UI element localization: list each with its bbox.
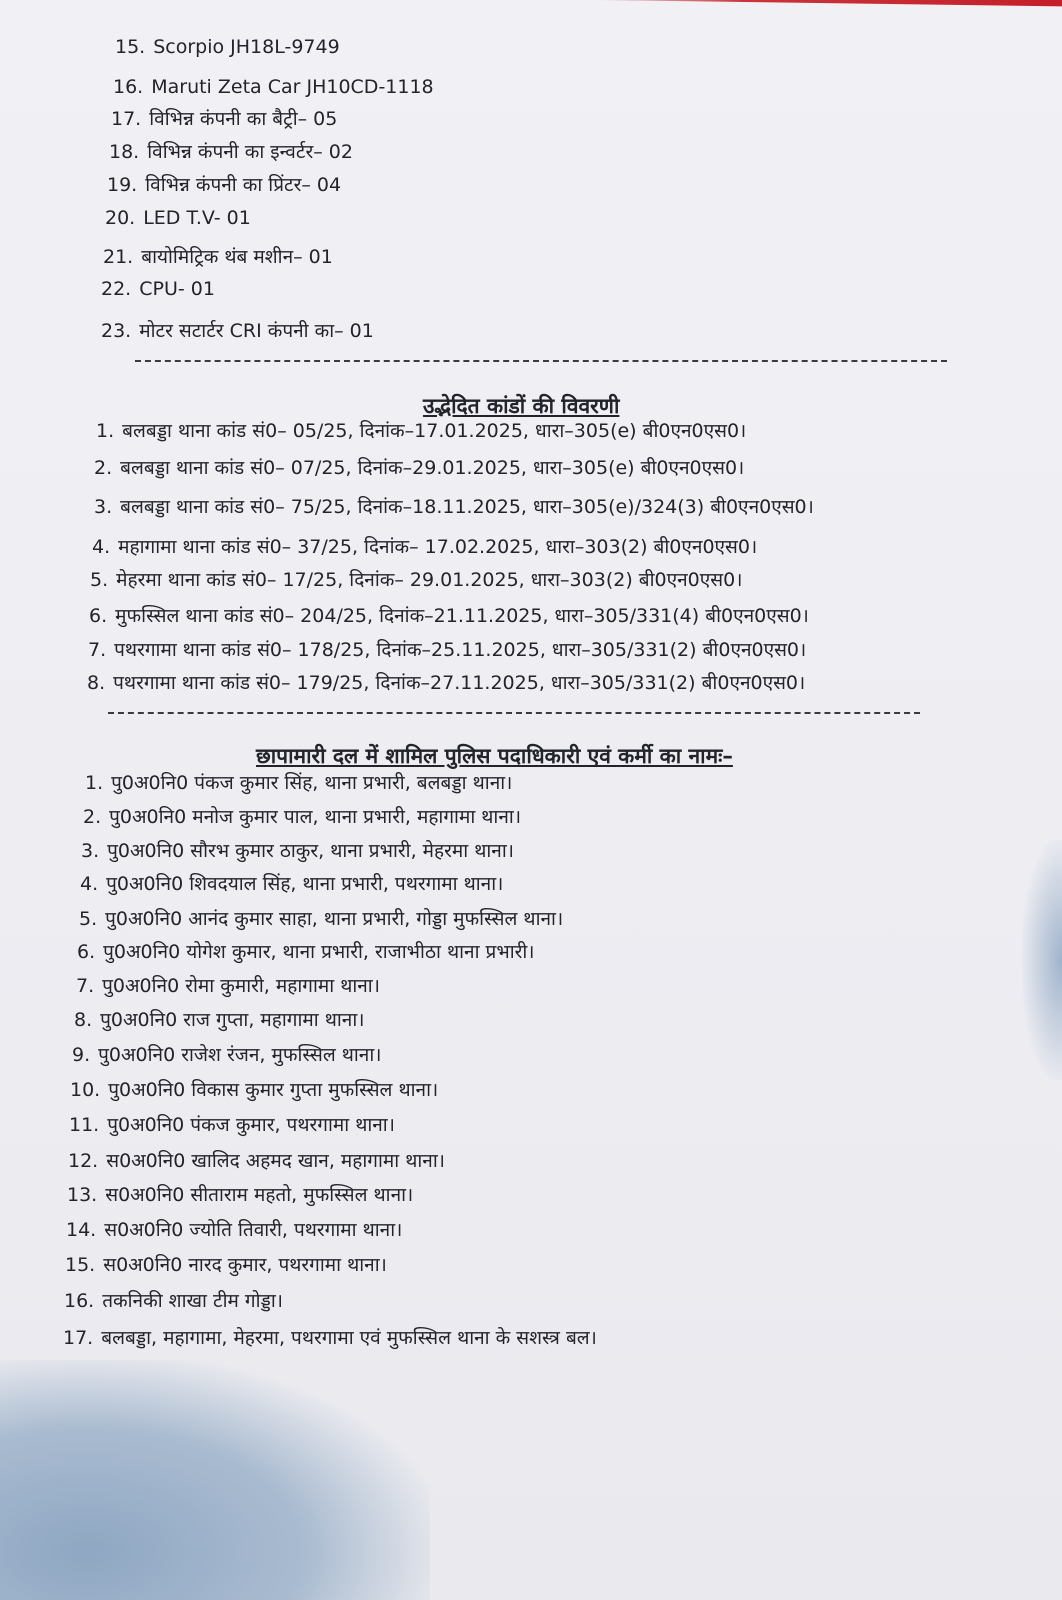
list-item: 23. मोटर सटार्टर CRI कंपनी का– 01 bbox=[101, 320, 374, 342]
list-item: 6. मुफस्सिल थाना कांड सं0– 204/25, दिनांक–21.11.2025, धारा–305/331(4) बी0एन0एस0। bbox=[89, 605, 809, 627]
list-item: 9. पु0अ0नि0 राजेश रंजन, मुफस्सिल थाना। bbox=[72, 1044, 382, 1066]
list-item: 19. विभिन्न कंपनी का प्रिंटर– 04 bbox=[107, 174, 342, 196]
list-item: 2. बलबड्डा थाना कांड सं0– 07/25, दिनांक–29.01.2025, धारा–305(e) बी0एन0एस0। bbox=[94, 457, 745, 479]
list-item: 20. LED T.V- 01 bbox=[105, 207, 251, 229]
list-item: 5. पु0अ0नि0 आनंद कुमार साहा, थाना प्रभारी, गोड्डा मुफस्सिल थाना। bbox=[79, 908, 564, 930]
list-item: 13. स0अ0नि0 सीताराम महतो, मुफस्सिल थाना। bbox=[67, 1184, 414, 1206]
list-item: 3. पु0अ0नि0 सौरभ कुमार ठाकुर, थाना प्रभारी, मेहरमा थाना। bbox=[81, 840, 514, 862]
list-item: 21. बायोमिट्रिक थंब मशीन– 01 bbox=[103, 246, 333, 268]
list-item: 18. विभिन्न कंपनी का इन्वर्टर– 02 bbox=[109, 141, 353, 163]
list-item: 17. बलबड्डा, महागामा, मेहरमा, पथरगामा एवं मुफस्सिल थाना के सशस्त्र बल। bbox=[63, 1327, 597, 1349]
list-item: 12. स0अ0नि0 खालिद अहमद खान, महागामा थाना। bbox=[68, 1150, 445, 1172]
list-item: 8. पथरगामा थाना कांड सं0– 179/25, दिनांक–27.11.2025, धारा–305/331(2) बी0एन0एस0। bbox=[87, 672, 806, 694]
list-item: 8. पु0अ0नि0 राज गुप्ता, महागामा थाना। bbox=[74, 1009, 365, 1031]
list-item: 7. पु0अ0नि0 रोमा कुमारी, महागामा थाना। bbox=[76, 975, 380, 997]
list-item: 7. पथरगामा थाना कांड सं0– 178/25, दिनांक–25.11.2025, धारा–305/331(2) बी0एन0एस0। bbox=[88, 639, 807, 661]
list-item: 5. मेहरमा थाना कांड सं0– 17/25, दिनांक– 29.01.2025, धारा–303(2) बी0एन0एस0। bbox=[90, 569, 743, 591]
list-item: 6. पु0अ0नि0 योगेश कुमार, थाना प्रभारी, राजाभीठा थाना प्रभारी। bbox=[77, 941, 535, 963]
list-item: 14. स0अ0नि0 ज्योति तिवारी, पथरगामा थाना। bbox=[66, 1219, 403, 1241]
list-item: 11. पु0अ0नि0 पंकज कुमार, पथरगामा थाना। bbox=[69, 1114, 395, 1136]
list-item: 4. महागामा थाना कांड सं0– 37/25, दिनांक– 17.02.2025, धारा–303(2) बी0एन0एस0। bbox=[92, 536, 758, 558]
list-item: 4. पु0अ0नि0 शिवदयाल सिंह, थाना प्रभारी, पथरगामा थाना। bbox=[80, 873, 504, 895]
divider bbox=[108, 712, 920, 714]
cases-heading: उद्भेदित कांडों की विवरणी bbox=[423, 394, 620, 418]
list-item: 15. Scorpio JH18L-9749 bbox=[115, 36, 340, 58]
list-item: 3. बलबड्डा थाना कांड सं0– 75/25, दिनांक–18.11.2025, धारा–305(e)/324(3) बी0एन0एस0। bbox=[94, 496, 814, 518]
list-item: 2. पु0अ0नि0 मनोज कुमार पाल, थाना प्रभारी, महागामा थाना। bbox=[83, 806, 522, 828]
list-item: 16. Maruti Zeta Car JH10CD-1118 bbox=[113, 76, 434, 98]
list-item: 22. CPU- 01 bbox=[101, 278, 215, 300]
list-item: 10. पु0अ0नि0 विकास कुमार गुप्ता मुफस्सिल थाना। bbox=[70, 1079, 439, 1101]
list-item: 17. विभिन्न कंपनी का बैट्री– 05 bbox=[111, 108, 338, 130]
team-heading: छापामारी दल में शामिल पुलिस पदाधिकारी एवं कर्मी का नामः– bbox=[256, 744, 733, 768]
list-item: 1. पु0अ0नि0 पंकज कुमार सिंह, थाना प्रभारी, बलबड्डा थाना। bbox=[85, 772, 513, 794]
list-item: 15. स0अ0नि0 नारद कुमार, पथरगामा थाना। bbox=[65, 1254, 387, 1276]
list-item: 1. बलबड्डा थाना कांड सं0– 05/25, दिनांक–17.01.2025, धारा–305(e) बी0एन0एस0। bbox=[96, 420, 747, 442]
list-item: 16. तकनिकी शाखा टीम गोड्डा। bbox=[64, 1290, 283, 1312]
divider bbox=[135, 360, 947, 362]
